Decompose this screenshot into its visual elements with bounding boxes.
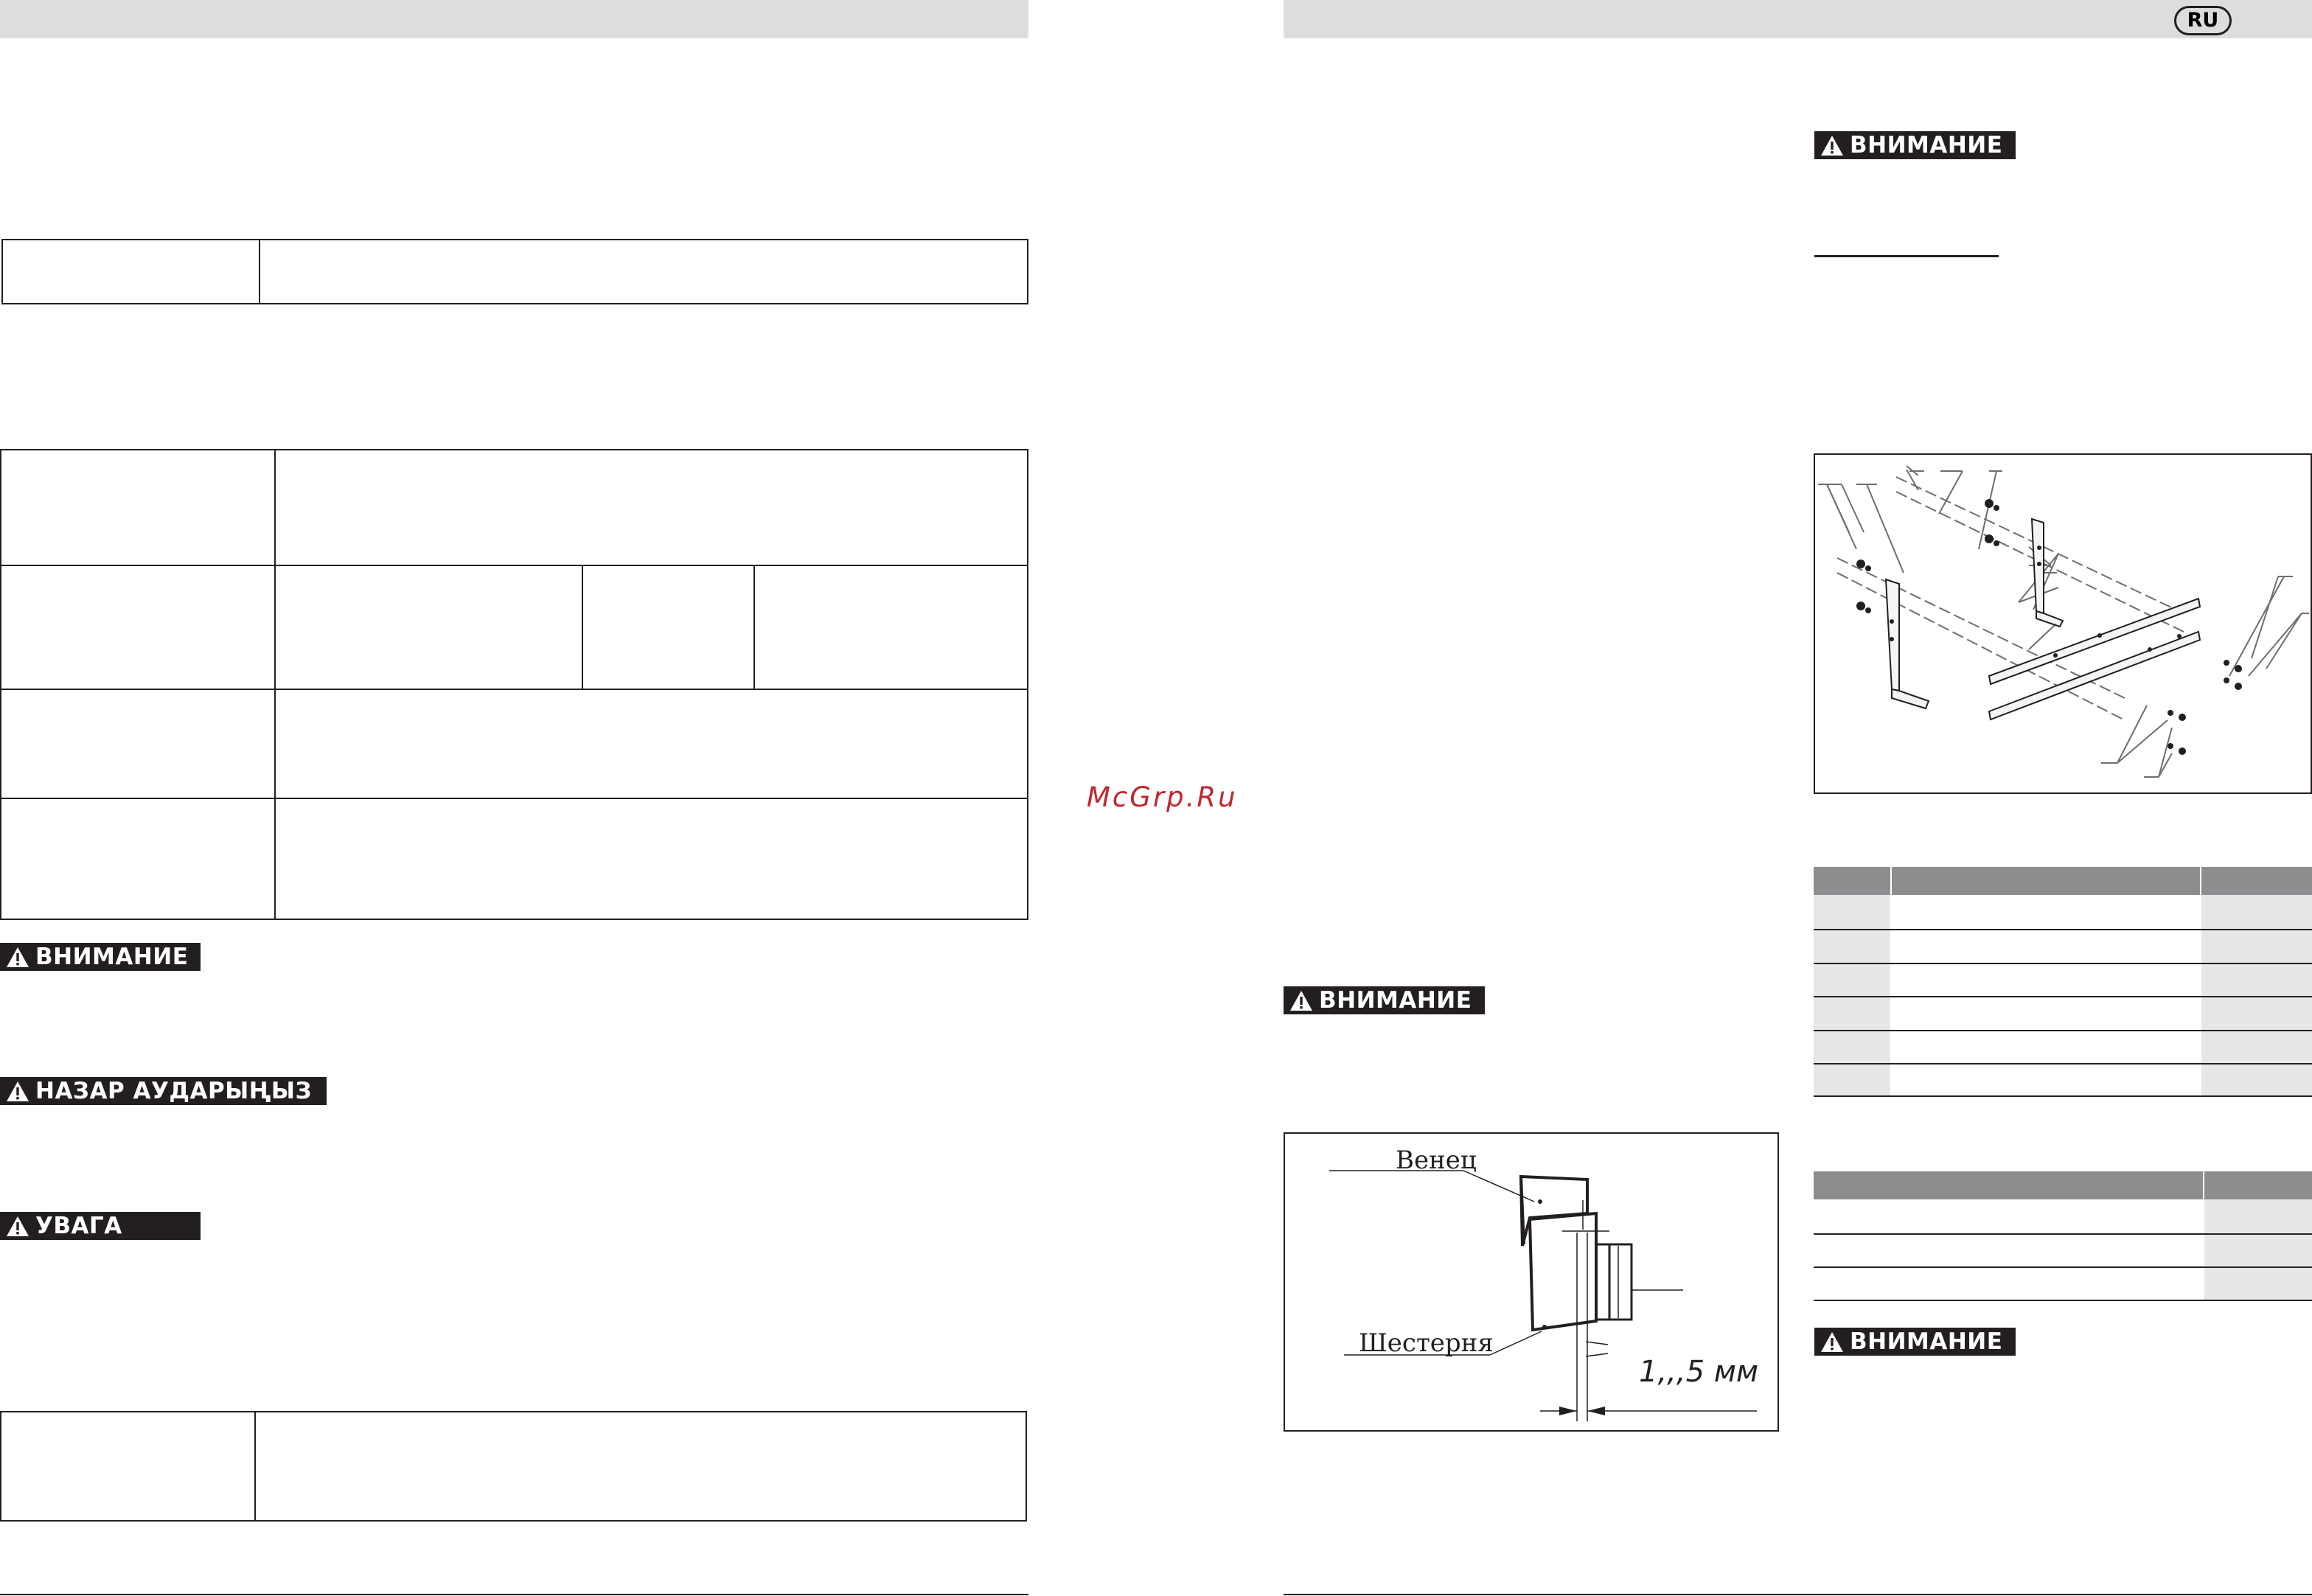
left-table-2-row-4-value [274, 798, 1028, 920]
warning-label: НАЗАР АУДАРЫҢЫЗ [35, 1078, 313, 1104]
left-table-2-row-1-label [0, 449, 276, 566]
right-table-b-header-divider [2203, 1171, 2204, 1199]
warning-label: УВАГА [35, 1213, 122, 1239]
left-page-header-bar [0, 0, 1028, 38]
right-table-a-header-divider-1 [1890, 867, 1892, 895]
right-table-a-header-divider-2 [2200, 867, 2201, 895]
warning-triangle-icon [6, 1216, 29, 1237]
bracket-assembly-figure [1814, 453, 2312, 794]
warning-badge-vnimanie-right-bottom [1814, 1328, 2016, 1356]
left-table-2-row-2-col-2 [582, 565, 755, 690]
watermark-text: McGrp.Ru [1087, 781, 1238, 813]
left-table-2-row-4-label [0, 798, 276, 920]
left-table-2-row-2-col-1 [274, 565, 583, 690]
gap-dimension-label: 1,,,5 мм [1639, 1355, 1759, 1389]
table-row-line [1814, 1063, 2312, 1064]
warning-triangle-icon [6, 1081, 29, 1102]
table-row-line [1814, 1030, 2312, 1031]
warning-label: ВНИМАНИЕ [1850, 132, 2003, 158]
left-table-2-row-3-value [274, 689, 1028, 799]
warning-label: ВНИМАНИЕ [1850, 1328, 2003, 1355]
language-badge-ru: RU [2174, 6, 2232, 35]
warning-label: ВНИМАНИЕ [35, 944, 189, 970]
crown-label: Венец [1396, 1146, 1477, 1175]
warning-triangle-icon [1289, 990, 1313, 1011]
left-table-1-cell-a [1, 239, 260, 304]
warning-badge-nazar [0, 1077, 327, 1105]
pinion-label: Шестерня [1359, 1328, 1494, 1358]
table-row-line [1814, 1233, 2312, 1235]
right-table-b-header [1814, 1171, 2312, 1199]
table-row-line [1814, 963, 2312, 964]
right-table-a-header [1814, 867, 2312, 895]
left-table-2-row-3-label [0, 689, 276, 799]
left-table-1-cell-b [259, 239, 1028, 304]
table-row-line [1814, 1266, 2312, 1268]
left-table-2-row-2-col-3 [753, 565, 1028, 690]
warning-badge-vnimanie-right-top [1814, 131, 2016, 159]
table-row-line [1814, 996, 2312, 997]
left-table-2-row-1-value [274, 449, 1028, 566]
warning-badge-vnimanie-right-mid [1284, 986, 1485, 1014]
warning-triangle-icon [1820, 1331, 1844, 1353]
underline-rule [1814, 255, 1999, 257]
right-page-header-bar [1284, 0, 2312, 38]
table-row-line [1814, 1300, 2312, 1301]
warning-triangle-icon [1820, 135, 1844, 156]
bracket-assembly-drawing [1815, 455, 2311, 792]
left-table-2-row-2-label [0, 565, 276, 690]
right-table-b-last-column [2204, 1199, 2312, 1300]
warning-badge-vnimanie-left [0, 943, 201, 971]
warning-label: ВНИМАНИЕ [1319, 987, 1472, 1014]
left-table-3-cell-b [254, 1411, 1027, 1522]
left-page-footer-rule [0, 1594, 1028, 1595]
gear-drawing [1285, 1134, 1777, 1430]
gear-alignment-figure [1284, 1132, 1779, 1432]
left-table-3-cell-a [0, 1411, 256, 1522]
table-row-line [1814, 929, 2312, 930]
table-row-line [1814, 1095, 2312, 1097]
warning-badge-uvaga [0, 1212, 201, 1240]
warning-triangle-icon [6, 947, 29, 968]
right-page-footer-rule [1284, 1594, 2312, 1595]
